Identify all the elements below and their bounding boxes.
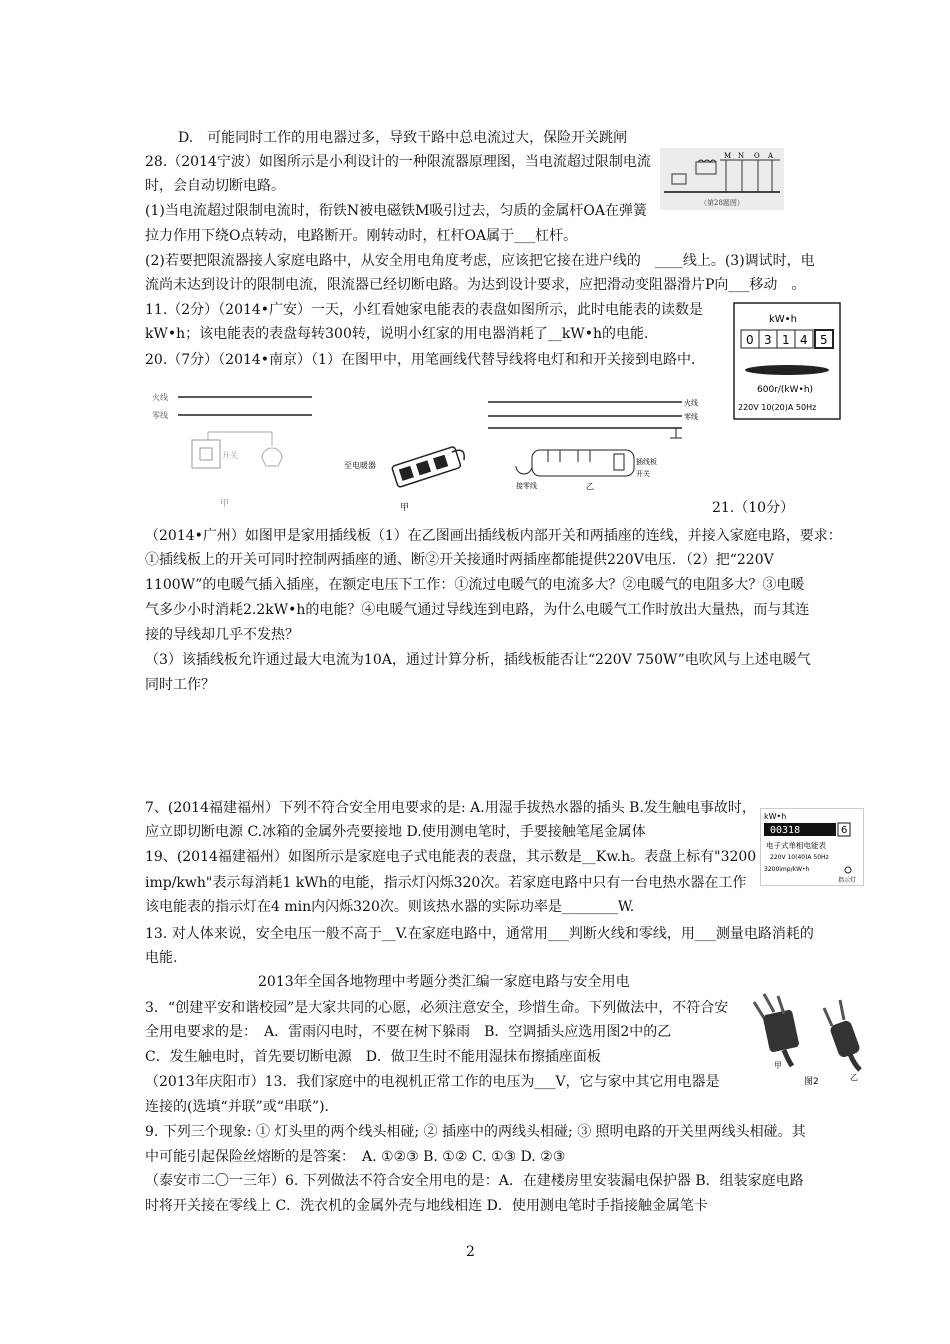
meter2-last-digit: 6 — [841, 825, 848, 836]
text-line: 拉力作用下绕O点转动，电路断开。刚转动时，杠杆OA属于___杠杆。 — [145, 228, 578, 244]
question-3: 3．“创建平安和谐校园”是大家共同的心愿，必须注意安全，珍惜生命。下列做法中，不符合安 — [145, 1000, 729, 1016]
question-20: 20.（7分）（2014•南京）（1）在图甲中，用笔画线代替导线将电灯和和开关接到电路中． — [145, 352, 705, 368]
text-line: (1)当电流超过限制电流时，衔铁N被电磁铁M吸引过去，匀质的金属杆OA在弹簧 — [145, 203, 648, 219]
text-line: （3）该插线板允许通过最大电流为10A，通过计算分析，插线板能否让“220V 750W”电吹风与上述电暖气 — [145, 652, 811, 668]
power-strip-figure — [340, 440, 468, 516]
meter1-digit: 0 — [746, 333, 754, 347]
meter1-digit: 4 — [800, 333, 808, 347]
plugs-figure — [750, 988, 890, 1088]
meter1-digit: 1 — [782, 333, 790, 347]
question-7: 7、(2014福建福州）下列不符合安全用电要求的是: A.用湿手拔热水器的插头 B.发生触电事故时， — [145, 800, 756, 816]
fig-label-jia: 甲 — [220, 499, 230, 509]
plug-label-b: 乙 — [850, 1073, 858, 1082]
lamp-switch-figure — [150, 388, 320, 514]
text-line: kW•h；该电能表的表盘每转300转，说明小红家的用电器消耗了__kW•h的电能． — [145, 326, 659, 342]
label-n: N — [738, 152, 745, 160]
yi-live-label: 火线 — [684, 399, 698, 407]
question-13b: （2013年庆阳市）13．我们家庭中的电视机正常工作的电压为___V，它与家中其它用电器是 — [145, 1074, 720, 1090]
text-line: 时将开关接在零线上 C．洗衣机的金属外壳与地线相连 D．使用测电笔时手指接触金属笔卡 — [145, 1198, 708, 1214]
text-line: （2014•广州）如图甲是家用插线板（1）在乙图画出插线板内部开关和两插座的连线，并接入家庭电路，要求： — [145, 528, 842, 544]
live-label: 火线 — [152, 393, 168, 402]
meter1-rating: 220V 10(20)A 50Hz — [738, 403, 817, 412]
meter2-title: 电子式单相电能表 — [766, 841, 826, 850]
page-number: 2 — [466, 1244, 475, 1260]
energy-meter-1 — [733, 302, 841, 420]
meter1-rev: 600r/(kW•h) — [757, 385, 814, 395]
strip-wiring-figure — [486, 392, 706, 492]
yi-switch-label: 开关 — [636, 470, 650, 478]
text-line: 中可能引起保险丝熔断的是答案： A. ①②③ B. ①② C. ①③ D. ②③ — [145, 1149, 566, 1165]
plug-label-a: 甲 — [774, 1061, 782, 1070]
fig28-caption: （第28题图） — [700, 199, 744, 207]
text-line: 流尚未达到设计的限制电流，限流器已经切断电路。为达到设计要求，应把滑动变阻器滑片P向___移动 。 — [145, 277, 806, 293]
label-o: O — [754, 152, 760, 160]
label-a: A — [768, 152, 774, 160]
text-line: (2)若要把限流器接人家庭电路中，从安全用电角度考虑，应该把它接在进户线的 ____线上。(3)调试时，电 — [145, 253, 815, 269]
text-line: 同时工作？ — [145, 677, 215, 693]
text-line: 全用电要求的是： A．雷雨闪电时，不要在树下躲雨 B．空调插头应选用图2中的乙 — [145, 1024, 672, 1040]
heater-label: 至电暖器 — [344, 461, 376, 470]
limiter-figure — [660, 148, 784, 210]
meter2-rating: 220V 10(40)A 50Hz — [770, 854, 829, 861]
plugs-caption: 图2 — [804, 1077, 819, 1087]
text-line: 该电能表的指示灯在4 min内闪烁320次。则该热水器的实际功率是________W. — [145, 899, 635, 915]
text-line: ①插线板上的开关可同时控制两插座的通、断②开关接通时两插座都能提供220V电压．（2）把“220V — [145, 552, 774, 568]
meter2-lamp: 指示灯 — [838, 877, 857, 884]
question-6: （泰安市二〇一三年）6. 下列做法不符合安全用电的是：A．在建楼房里安装漏电保护器 B．组装家庭电路 — [145, 1173, 804, 1189]
text-line: C．发生触电时，首先要切断电源 D．做卫生时不能用湿抹布擦插座面板 — [145, 1049, 601, 1065]
text-line: imp/kwh"表示每消耗1 kWh的电能，指示灯闪烁320次。若家庭电路中只有一台电热水器在工作 — [145, 875, 747, 891]
meter2-imp: 3200imp/kW•h — [764, 866, 810, 873]
text-line: 气多少小时消耗2.2kW•h的电能？④电暖气通过导线连到电路，为什么电暖气工作时放出大量热，而与其连 — [145, 602, 810, 618]
meter1-digit: 5 — [820, 333, 828, 347]
energy-meter-2 — [760, 808, 864, 886]
fig-label-jia-2: 甲 — [400, 503, 410, 513]
text-line: 连接的(选填“并联”或“串联”). — [145, 1099, 330, 1115]
text-line: 时，会自动切断电路。 — [145, 178, 285, 194]
section-title: 2013年全国各地物理中考题分类汇编一家庭电路与安全用电 — [258, 974, 630, 990]
text-line: 电能. — [145, 950, 178, 966]
neutral-label: 零线 — [152, 411, 168, 420]
question-9: 9. 下列三个现象: ① 灯头里的两个线头相碰; ② 插座中的两线头相碰; ③ 照明电路的开关里两线头相碰。其 — [145, 1124, 806, 1140]
meter2-unit: kW•h — [764, 812, 787, 821]
yi-ground-label: 接零线 — [516, 482, 537, 490]
yi-neutral-label: 零线 — [684, 413, 698, 421]
meter2-digits: 00318 — [770, 825, 801, 836]
question-11: 11.（2分）（2014•广安）一天，小红看她家电能表的表盘如图所示，此时电能表的读数是 — [145, 302, 704, 318]
text-line: 1100W”的电暖气插入插座，在额定电压下工作：①流过电暖气的电流多大？②电暖气的电阻多大？③电暖 — [145, 577, 805, 593]
question-28: 28.（2014宁波）如图所示是小利设计的一种限流器原理图，当电流超过限制电流 — [145, 154, 651, 170]
label-m: M — [724, 152, 732, 160]
meter1-digit: 3 — [764, 333, 772, 347]
question-19: 19、(2014福建福州）如图所示是家庭电子式电能表的表盘，其示数是__Kw.h。表盘上标有"3200 — [145, 849, 757, 865]
question-21: 21.（10分） — [712, 500, 795, 516]
text-line: 应立即切断电源 C.冰箱的金属外壳要接地 D.使用测电笔时，手要接触笔尾金属体 — [145, 824, 646, 840]
yi-socket-label: 插线板 — [636, 458, 657, 466]
text-line: D. 可能同时工作的用电器过多，导致干路中总电流过大，保险开关跳闸 — [178, 130, 628, 146]
question-13: 13. 对人体来说，安全电压一般不高于__V.在家庭电路中，通常用___判断火线和零线，用___测量电路消耗的 — [145, 926, 814, 942]
meter1-unit: kW•h — [769, 314, 797, 325]
fig-label-yi: 乙 — [586, 482, 594, 491]
switch-label: 开关 — [222, 451, 238, 460]
text-line: 接的导线却几乎不发热？ — [145, 627, 299, 643]
